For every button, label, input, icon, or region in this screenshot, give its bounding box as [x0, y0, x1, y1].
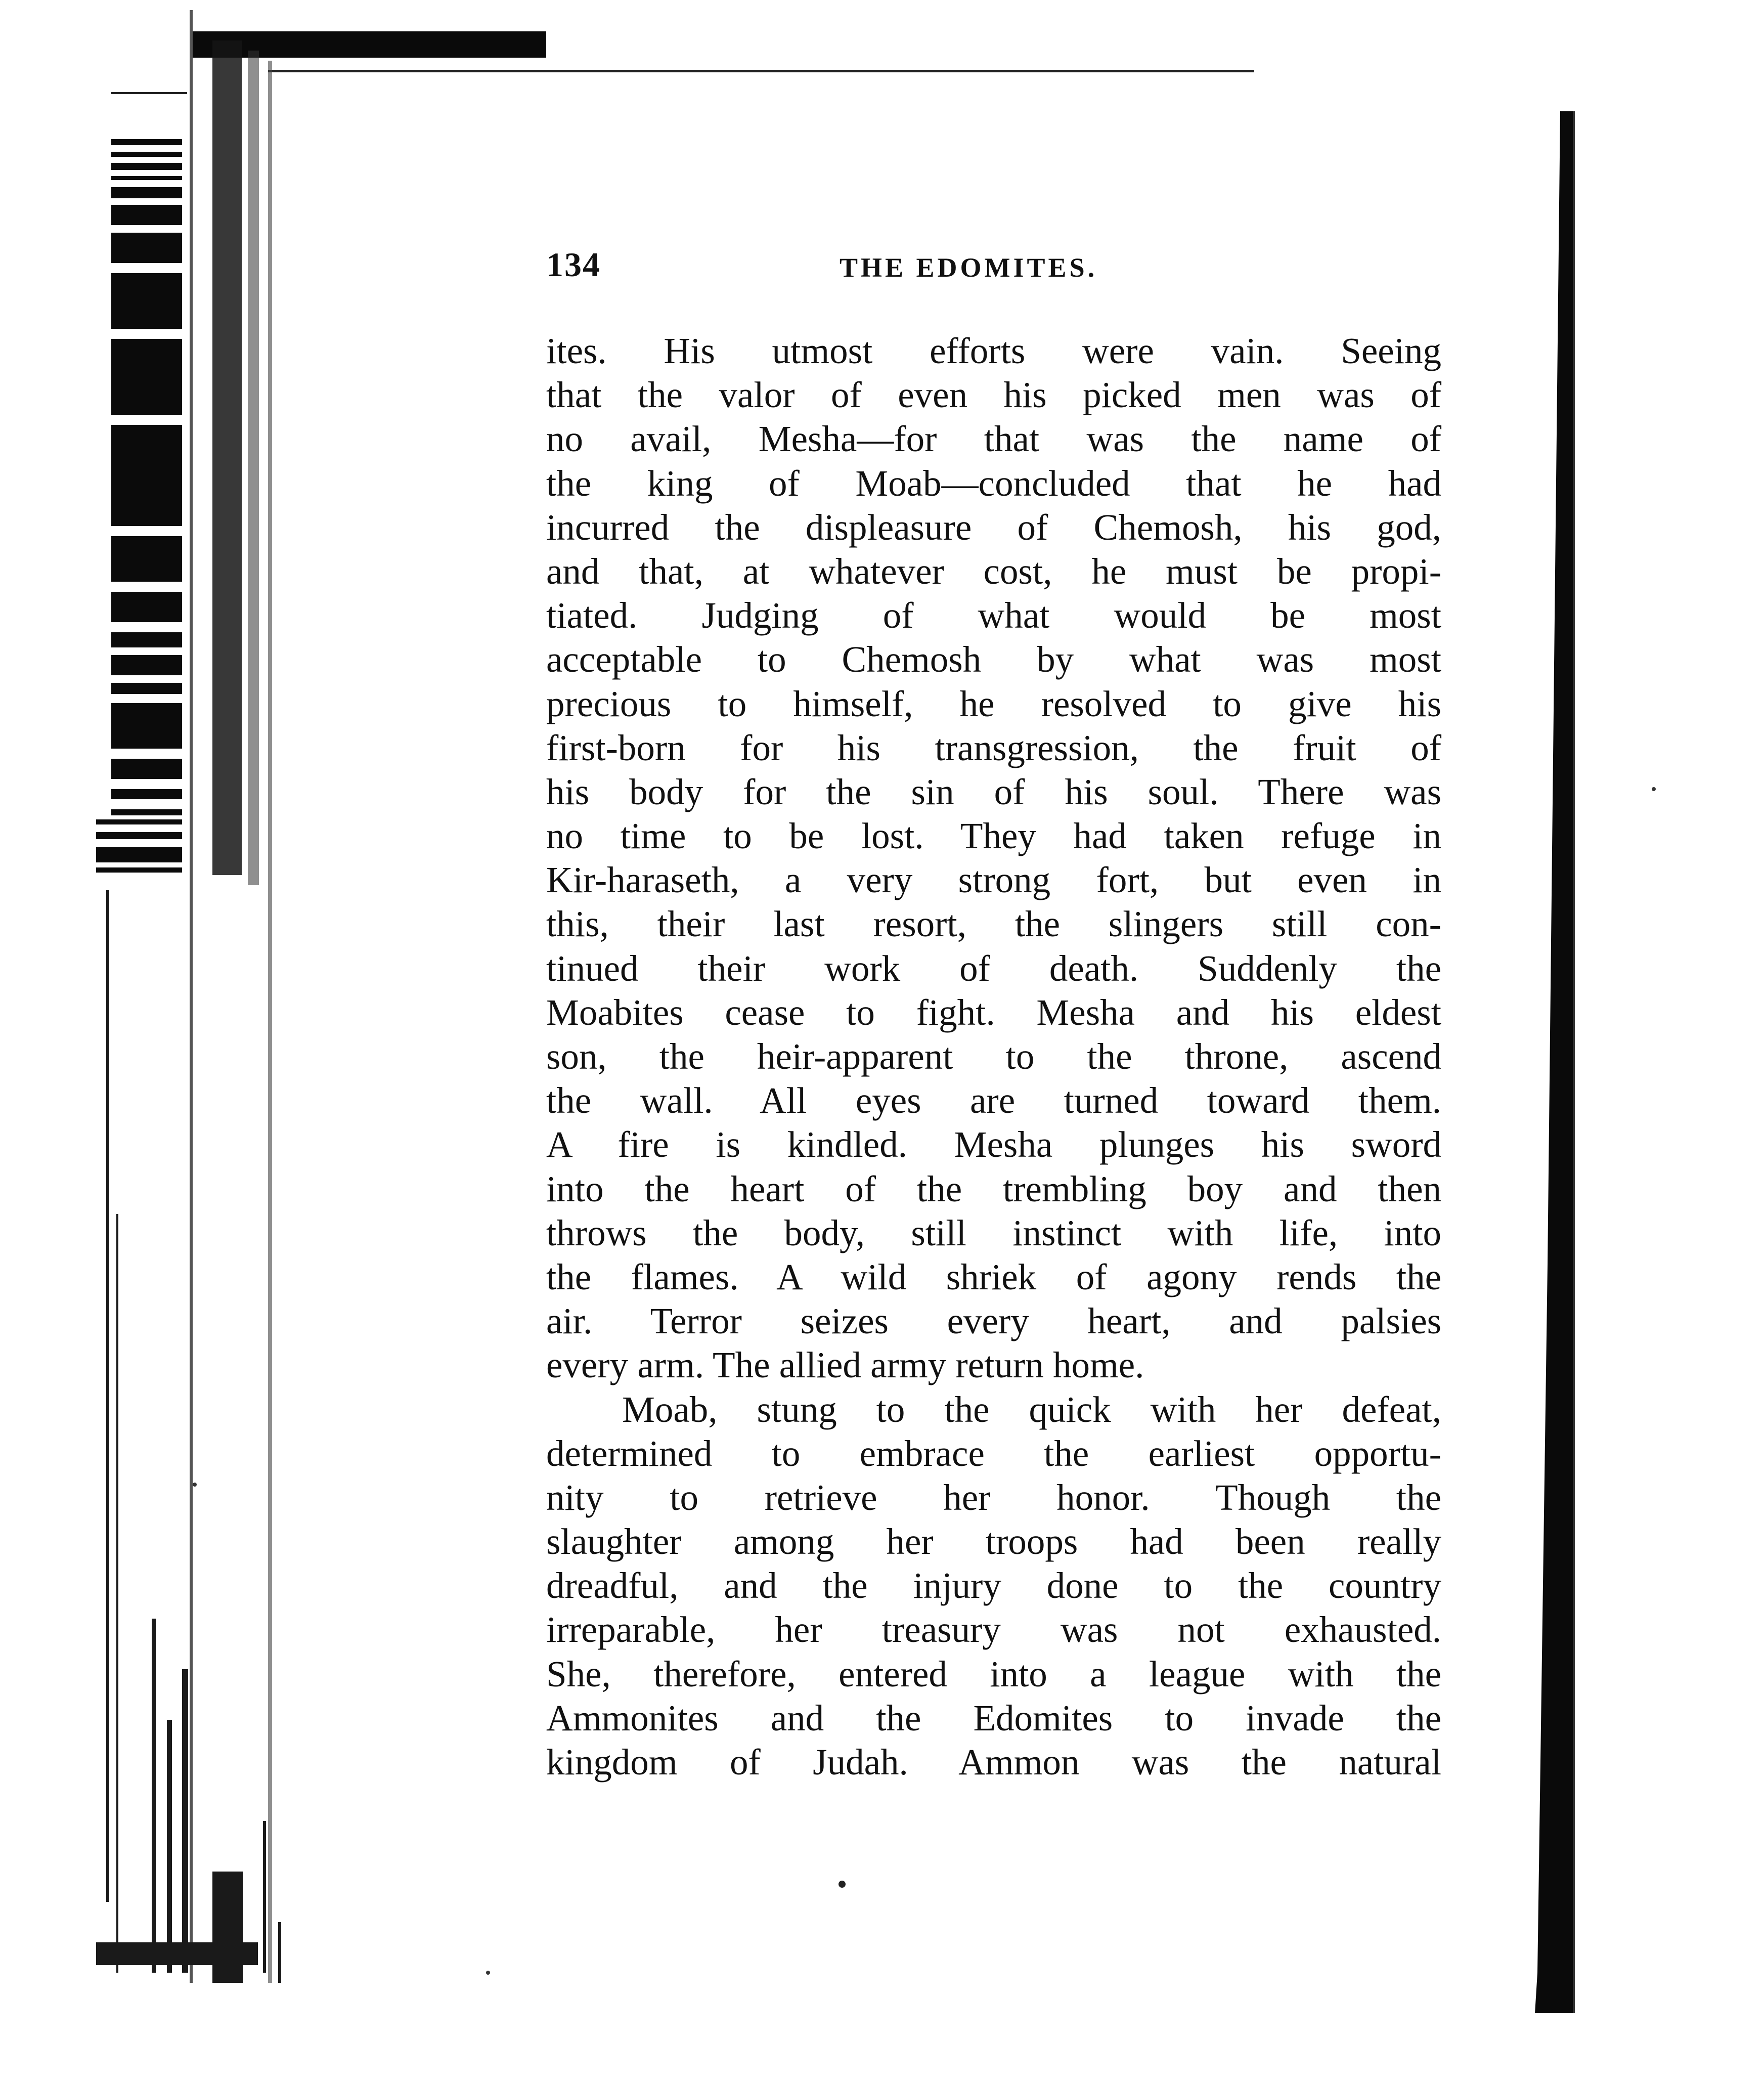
text-line: dreadful, and the injury done to the country [546, 1565, 1441, 1606]
text-line: precious to himself, he resolved to give his [546, 683, 1441, 724]
text-line: his body for the sin of his soul. There was [546, 771, 1441, 812]
paragraph-start-line: Moab, stung to the quick with her defeat, [622, 1388, 1441, 1430]
text-line: Ammonites and the Edomites to invade the [546, 1697, 1441, 1739]
text-line: son, the heir-apparent to the throne, ascend [546, 1036, 1441, 1077]
text-line: every arm. The allied army return home. [546, 1344, 1144, 1386]
body-text [546, 329, 1441, 1784]
text-line: throws the body, still instinct with life, into [546, 1212, 1441, 1253]
text-line: ites. His utmost efforts were vain. Seeing [546, 330, 1441, 371]
text-line: irreparable, her treasury was not exhausted. [546, 1609, 1441, 1650]
text-line: the king of Moab—concluded that he had [546, 462, 1441, 504]
page-number: 134 [546, 245, 601, 284]
text-line: first-born for his transgression, the fruit of [546, 727, 1441, 768]
text-line: acceptable to Chemosh by what was most [546, 639, 1441, 680]
text-line: air. Terror seizes every heart, and palsies [546, 1300, 1441, 1342]
text-line: no time to be lost. They had taken refuge in [546, 815, 1441, 857]
text-line: tinued their work of death. Suddenly the [546, 947, 1441, 989]
text-line: kingdom of Judah. Ammon was the natural [546, 1742, 1441, 1783]
text-line: Kir-haraseth, a very strong fort, but even in [546, 859, 1441, 901]
text-line: tiated. Judging of what would be most [546, 595, 1441, 636]
text-line: that the valor of even his picked men was of [546, 374, 1441, 416]
text-line: Moabites cease to fight. Mesha and his eldest [546, 991, 1441, 1033]
text-line: A fire is kindled. Mesha plunges his sword [546, 1124, 1441, 1165]
text-line: She, therefore, entered into a league with the [546, 1653, 1441, 1694]
text-line: the wall. All eyes are turned toward them. [546, 1080, 1441, 1121]
text-line: the flames. A wild shriek of agony rends the [546, 1256, 1441, 1297]
text-line: determined to embrace the earliest opportu- [546, 1432, 1441, 1474]
text-line: incurred the displeasure of Chemosh, his god, [546, 506, 1441, 548]
text-line: no avail, Mesha—for that was the name of [546, 418, 1441, 460]
text-line: into the heart of the trembling boy and then [546, 1168, 1441, 1209]
text-line: this, their last resort, the slingers still con- [546, 903, 1441, 945]
running-head: THE EDOMITES. [840, 252, 1098, 283]
text-line: nity to retrieve her honor. Though the [546, 1476, 1441, 1518]
text-line: and that, at whatever cost, he must be propi- [546, 550, 1441, 592]
page-header [546, 242, 1436, 302]
text-line: slaughter among her troops had been really [546, 1521, 1441, 1562]
